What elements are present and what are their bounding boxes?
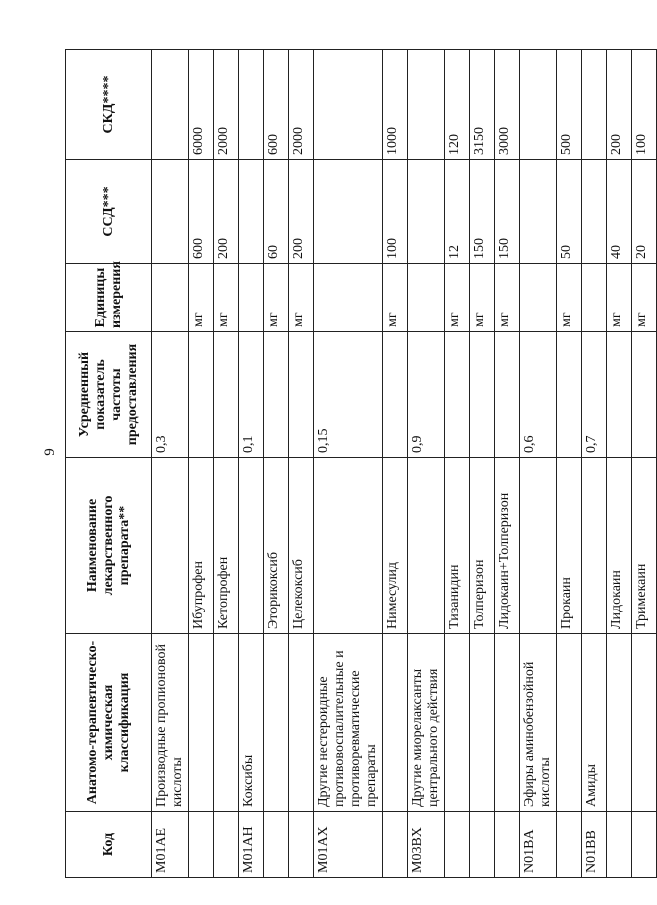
cell-ssd (408, 160, 445, 264)
cell-skd: 120 (445, 50, 470, 160)
table-row (264, 50, 289, 878)
cell-ssd (314, 160, 383, 264)
cell-skd: 1000 (383, 50, 408, 160)
cell-unit: мг (495, 264, 520, 332)
cell-atc (214, 634, 239, 812)
page-number: 9 (42, 448, 58, 456)
cell-skd: 500 (557, 50, 582, 160)
cell-ssd: 40 (607, 160, 632, 264)
cell-atc: Производные пропионовой кислоты (152, 634, 189, 812)
cell-atc: Коксибы (239, 634, 264, 812)
cell-frequency: 0,15 (314, 332, 383, 458)
cell-frequency: 0,3 (152, 332, 189, 458)
header-frequency: Усредненный показатель частоты предоставления (66, 332, 152, 458)
cell-code (445, 812, 470, 878)
cell-drug: Тримекаин (632, 458, 657, 634)
cell-drug: Целекоксиб (289, 458, 314, 634)
cell-skd: 2000 (214, 50, 239, 160)
cell-code (264, 812, 289, 878)
table-row (289, 50, 314, 878)
table-row (189, 50, 214, 878)
table-row (607, 50, 632, 878)
cell-unit (314, 264, 383, 332)
cell-code (289, 812, 314, 878)
cell-unit (582, 264, 607, 332)
cell-atc (470, 634, 495, 812)
cell-drug: Тизанидин (445, 458, 470, 634)
cell-frequency (445, 332, 470, 458)
cell-unit: мг (383, 264, 408, 332)
cell-frequency (607, 332, 632, 458)
cell-drug: Лидокаин (607, 458, 632, 634)
cell-ssd: 12 (445, 160, 470, 264)
cell-ssd (520, 160, 557, 264)
cell-ssd (152, 160, 189, 264)
cell-skd: 3150 (470, 50, 495, 160)
table-row (470, 50, 495, 878)
cell-code: M03BX (408, 812, 445, 878)
cell-atc (445, 634, 470, 812)
cell-skd: 100 (632, 50, 657, 160)
cell-drug: Эторикоксиб (264, 458, 289, 634)
cell-ssd: 60 (264, 160, 289, 264)
cell-code (214, 812, 239, 878)
cell-frequency: 0,1 (239, 332, 264, 458)
cell-frequency: 0,6 (520, 332, 557, 458)
cell-unit: мг (557, 264, 582, 332)
header-atc: Анатомо-терапевтическо-химическая классификация (66, 634, 152, 812)
table-row (557, 50, 582, 878)
table-row (152, 50, 189, 878)
cell-atc (632, 634, 657, 812)
cell-atc (189, 634, 214, 812)
cell-frequency: 0,9 (408, 332, 445, 458)
table-row (239, 50, 264, 878)
cell-skd: 200 (607, 50, 632, 160)
cell-drug: Нимесулид (383, 458, 408, 634)
header-skd: СКД**** (66, 50, 152, 160)
cell-ssd: 200 (289, 160, 314, 264)
cell-unit: мг (264, 264, 289, 332)
cell-drug (408, 458, 445, 634)
cell-code (470, 812, 495, 878)
cell-ssd (582, 160, 607, 264)
cell-skd: 2000 (289, 50, 314, 160)
cell-frequency (470, 332, 495, 458)
cell-drug (582, 458, 607, 634)
cell-skd: 3000 (495, 50, 520, 160)
cell-unit: мг (214, 264, 239, 332)
cell-skd (314, 50, 383, 160)
table-row (495, 50, 520, 878)
cell-skd (152, 50, 189, 160)
cell-code: M01AX (314, 812, 383, 878)
table-row (408, 50, 445, 878)
cell-frequency (383, 332, 408, 458)
cell-code: M01AE (152, 812, 189, 878)
cell-ssd: 600 (189, 160, 214, 264)
cell-code (189, 812, 214, 878)
cell-ssd: 200 (214, 160, 239, 264)
cell-frequency (557, 332, 582, 458)
cell-drug (520, 458, 557, 634)
cell-drug: Прокаин (557, 458, 582, 634)
cell-code: N01BB (582, 812, 607, 878)
cell-ssd: 20 (632, 160, 657, 264)
header-ssd: ССД*** (66, 160, 152, 264)
header-drug: Наименование лекарственного препарата** (66, 458, 152, 634)
cell-frequency (214, 332, 239, 458)
cell-ssd: 100 (383, 160, 408, 264)
cell-drug (152, 458, 189, 634)
cell-skd (582, 50, 607, 160)
cell-drug: Лидокаин+Толперизон (495, 458, 520, 634)
cell-atc (557, 634, 582, 812)
cell-atc: Эфиры аминобензойной кислоты (520, 634, 557, 812)
cell-unit: мг (445, 264, 470, 332)
cell-unit: мг (607, 264, 632, 332)
cell-ssd (239, 160, 264, 264)
table-row (383, 50, 408, 878)
cell-code (607, 812, 632, 878)
cell-code: N01BA (520, 812, 557, 878)
cell-drug: Ибупрофен (189, 458, 214, 634)
cell-frequency (289, 332, 314, 458)
cell-unit (408, 264, 445, 332)
cell-unit (152, 264, 189, 332)
cell-drug (314, 458, 383, 634)
table-row (632, 50, 657, 878)
cell-code (632, 812, 657, 878)
cell-code: M01AH (239, 812, 264, 878)
cell-frequency: 0,7 (582, 332, 607, 458)
cell-drug (239, 458, 264, 634)
cell-drug: Кетопрофен (214, 458, 239, 634)
cell-skd (408, 50, 445, 160)
cell-frequency (632, 332, 657, 458)
cell-unit (520, 264, 557, 332)
table-row (314, 50, 383, 878)
cell-unit: мг (189, 264, 214, 332)
table-row (445, 50, 470, 878)
cell-atc (607, 634, 632, 812)
cell-atc: Другие нестероидные противовоспалительные и противоревматические препараты (314, 634, 383, 812)
cell-skd: 6000 (189, 50, 214, 160)
cell-code (557, 812, 582, 878)
cell-unit: мг (632, 264, 657, 332)
cell-frequency (264, 332, 289, 458)
cell-atc (289, 634, 314, 812)
cell-atc: Другие миорелаксанты центрального действия (408, 634, 445, 812)
cell-frequency (495, 332, 520, 458)
cell-skd: 600 (264, 50, 289, 160)
cell-frequency (189, 332, 214, 458)
cell-drug: Толперизон (470, 458, 495, 634)
cell-skd (239, 50, 264, 160)
table-header-row (66, 50, 152, 878)
cell-ssd: 150 (470, 160, 495, 264)
cell-code (383, 812, 408, 878)
cell-ssd: 150 (495, 160, 520, 264)
cell-skd (520, 50, 557, 160)
header-code: Код (66, 812, 152, 878)
cell-atc (383, 634, 408, 812)
cell-unit: мг (470, 264, 495, 332)
drug-table (65, 49, 657, 878)
cell-ssd: 50 (557, 160, 582, 264)
cell-atc (264, 634, 289, 812)
cell-unit: мг (289, 264, 314, 332)
table-row (582, 50, 607, 878)
cell-atc: Амиды (582, 634, 607, 812)
table-row (520, 50, 557, 878)
cell-code (495, 812, 520, 878)
cell-unit (239, 264, 264, 332)
cell-atc (495, 634, 520, 812)
header-unit: Единицы измерения (66, 264, 152, 332)
table-row (214, 50, 239, 878)
